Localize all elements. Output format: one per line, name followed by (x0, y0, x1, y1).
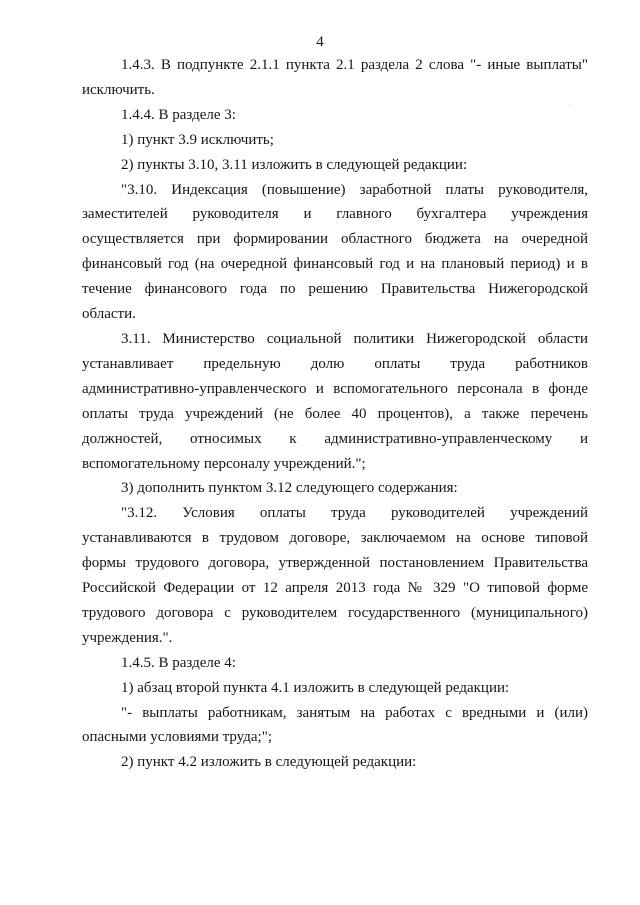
line-14: административно-управленческого и вспомогательного персонала в фонде (82, 380, 588, 397)
line-12: 3.11. Министерство социальной политики Нижегородской области (121, 330, 588, 347)
line-22: Российской Федерации от 12 апреля 2013 года № 329 "О типовой форме (82, 580, 588, 597)
line-29: 2) пункт 4.2 изложить в следующей редакции: (121, 754, 417, 771)
line-2: исключить. (82, 81, 155, 98)
line-24: учреждения.". (82, 629, 173, 646)
line-13: устанавливает предельную долю оплаты труда работников (82, 355, 588, 372)
line-27: "- выплаты работникам, занятым на работах с вредными и (или) (121, 704, 588, 721)
line-16: должностей, относимых к административно-управленческому и (82, 430, 588, 447)
line-19: "3.12. Условия оплаты труда руководителей учреждений (121, 505, 588, 522)
line-4: 1) пункт 3.9 исключить; (121, 131, 274, 148)
scan-artifact-dot (570, 104, 571, 105)
line-11: области. (82, 306, 136, 323)
line-5: 2) пункты 3.10, 3.11 изложить в следующей редакции: (121, 156, 468, 173)
page-number: 4 (316, 34, 324, 50)
line-18: 3) дополнить пунктом 3.12 следующего содержания: (121, 480, 458, 497)
line-26: 1) абзац второй пункта 4.1 изложить в следующей редакции: (121, 679, 510, 696)
line-1: 1.4.3. В подпункте 2.1.1 пункта 2.1 раздела 2 слова "- иные выплаты" (121, 57, 588, 73)
line-7: заместителей руководителя и главного бухгалтера учреждения (82, 206, 588, 223)
line-25: 1.4.5. В разделе 4: (121, 654, 236, 671)
line-17: вспомогательному персоналу учреждений."; (82, 455, 366, 472)
line-9: финансовый год (на очередной финансовый год и на плановый период) и в (82, 256, 588, 273)
line-23: трудового договора с руководителем государственного (муниципального) (82, 604, 588, 621)
line-20: устанавливаются в трудовом договоре, заключаемом на основе типовой (82, 530, 588, 547)
document-body (82, 53, 588, 775)
line-8: осуществляется при формировании областного бюджета на очередной (82, 231, 588, 248)
line-15: оплаты труда учреждений (не более 40 процентов), а также перечень (82, 405, 588, 422)
line-10: течение финансового года по решению Правительства Нижегородской (82, 281, 588, 298)
line-3: 1.4.4. В разделе 3: (121, 106, 236, 123)
line-21: формы трудового договора, утвержденной постановлением Правительства (82, 555, 588, 572)
line-6: "3.10. Индексация (повышение) заработной платы руководителя, (121, 181, 588, 198)
line-28: опасными условиями труда;"; (82, 729, 272, 746)
